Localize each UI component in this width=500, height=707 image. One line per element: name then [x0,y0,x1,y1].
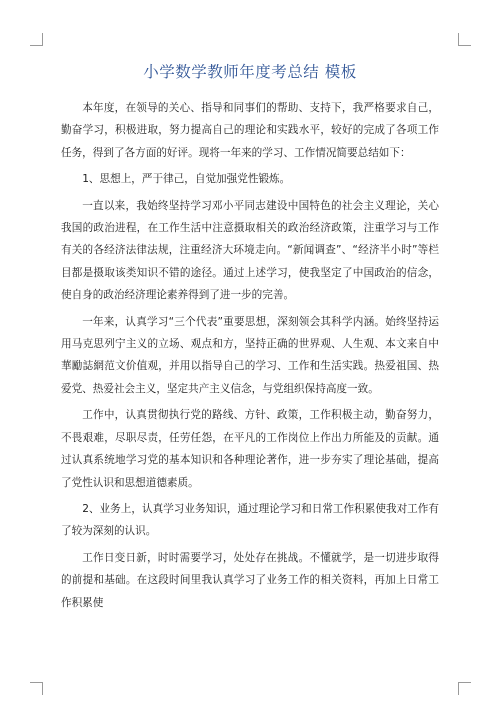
paragraph-intro: 本年度，在领导的关心、指导和同事们的帮助、支持下，我严格要求自己，勤奋学习，积极进取，努力提高自己的理论和实践水平，较好的完成了各项工作任务，得到了各方面的好评。现将一年来的学习、工作情况简要总结如下： [61,102,439,159]
document-body [61,97,439,618]
paragraph-three-represents: 一年来，认真学习“三个代表”重要思想，深刻领会其科学内涵。始终坚持运用马克思列宁主义的立场、观点和方，坚持正确的世界观、人生观、本文来自中華勵誌網范文价值观，并用以指导自己的学习、工作和生活实践。热爱祖国、热爱党、热爱社会主义，坚定共产主义信念，与党组织保持高度一致。 [61,315,439,395]
crop-mark-bottom-right [458,682,471,695]
paragraph-heading-2: 2、业务上，认真学习业务知识，通过理论学习和日常工作积累使我对工作有了较为深刻的认识。 [61,502,439,538]
paragraph-heading-1: 1、思想上，严于律己，自觉加强党性锻炼。 [82,173,291,186]
paragraph-theory-study: 一直以来，我始终坚持学习邓小平同志建设中国特色的社会主义理论，关心我国的政治进程，在工作生活中注意摄取相关的政治经济政策，注重学习与工作有关的各经济法律法规，注重经济大环境走向。“新闻调查”、“经济半小时”等栏目都是摄取该类知识不错的途径。通过上述学习，使我坚定了中国政治的信念，使自身的政治经济理论素养得到了进一步的完善。 [61,199,439,302]
paragraph-daily-learning: 工作日变日新，时时需要学习，处处存在挑战。不懂就学，是一切进步取得的前提和基础。在这段时间里我认真学习了业务工作的相关资料，再加上日常工作积累使 [61,551,439,609]
crop-mark-bottom-left [30,682,43,695]
crop-mark-top-left [30,33,43,46]
crop-mark-top-right [458,33,471,46]
document-title: 小学数学教师年度考总结 模板 [143,63,357,81]
paragraph-work-attitude: 工作中，认真贯彻执行党的路线、方针、政策，工作积极主动，勤奋努力，不畏艰难，尽职尽责，任劳任怨，在平凡的工作岗位上作出力所能及的贡献。通过认真系统地学习党的基本知识和各种理论著作，进一步夯实了理论基础，提高了党性认识和思想道德素质。 [61,409,439,489]
